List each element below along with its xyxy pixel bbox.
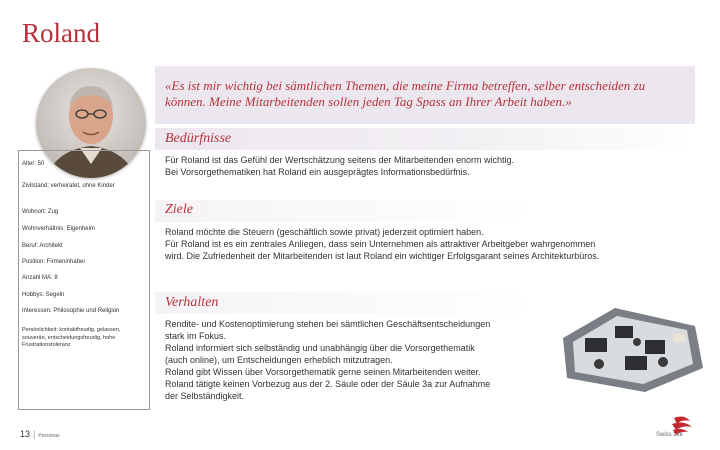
needs-band <box>155 128 695 150</box>
goals-heading: Ziele <box>165 202 193 217</box>
goals-text <box>165 226 599 262</box>
profile-civil-status: Zivilstand: verheiratet, ohne Kinder <box>22 183 115 189</box>
behavior-text <box>165 318 550 402</box>
goals-line: Für Roland ist es ein zentrales Anliegen, dass sein Unternehmen als attraktiver Arbeitgeber wahrgenommen <box>165 239 596 249</box>
profile-housing: Wohnverhältnis: Eigenheim <box>22 226 95 232</box>
behavior-line: stark im Fokus. <box>165 331 227 341</box>
profile-age: Alter: 50 <box>22 161 45 167</box>
needs-line: Für Roland ist das Gefühl der Wertschätzung seitens der Mitarbeitenden enorm wichtig. <box>165 155 515 165</box>
behavior-line: Rendite- und Kostenoptimierung stehen bei sämtlichen Geschäftsentscheidungen <box>165 319 491 329</box>
profile-interests: Interessen: Philosophie und Religion <box>22 308 120 314</box>
profile-job: Beruf: Architekt <box>22 243 63 249</box>
behavior-line: (auch online), um Entscheidungen erheblich mitzutragen. <box>165 355 393 365</box>
logo-text: Swiss Life <box>656 432 684 438</box>
profile-residence: Wohnort: Zug <box>22 209 59 215</box>
behavior-line: Roland gibt Wissen über Vorsorgethematik gerne seinen Mitarbeitenden weiter. <box>165 367 481 377</box>
goals-line: wird. Die Zufriedenheit der Mitarbeitenden ist laut Roland ein wichtiger Erfolgsgarant seines Architekturbüros. <box>165 251 600 261</box>
office-photo <box>555 298 705 394</box>
needs-heading: Bedürfnisse <box>165 131 232 146</box>
page-title: Roland <box>22 18 100 48</box>
behavior-line: Roland informiert sich selbständig und unabhängig über die Vorsorgethematik <box>165 343 475 353</box>
needs-line: Bei Vorsorgethematiken hat Roland ein ausgeprägtes Informationsbedürfnis. <box>165 167 470 177</box>
profile-position: Position: Firmeninhaber <box>22 259 86 265</box>
footer-label: Personas <box>38 433 60 439</box>
profile-hobbies: Hobbys: Segeln <box>22 292 65 298</box>
behavior-line: der Selbständigkeit. <box>165 391 245 401</box>
goals-band <box>155 200 695 222</box>
footer: 13 | Personas <box>20 429 60 439</box>
persona-quote: «Es ist mir wichtig bei sämtlichen Themen, die meine Firma betreffen, selber entscheiden zu können. Meine Mitarbeitenden sollen jeden Tag Spass an Ihrer Arbeit haben.» <box>165 78 646 109</box>
behavior-heading: Verhalten <box>165 295 219 310</box>
profile-employees: Anzahl MA: 8 <box>22 275 58 281</box>
behavior-line: Roland tätigte keinen Vorbezug aus der 2. Säule oder der Säule 3a zur Aufnahme <box>165 379 491 389</box>
needs-text <box>165 154 514 178</box>
page-number: 13 <box>20 429 31 439</box>
goals-line: Roland möchte die Steuern (geschäftlich sowie privat) jederzeit optimiert haben. <box>165 227 484 237</box>
profile-personality: Persönlichkeit: kontaktfreudig, gelassen, souverän, entscheidungsfreudig, hohe Frustrationstoleranz <box>22 327 121 348</box>
